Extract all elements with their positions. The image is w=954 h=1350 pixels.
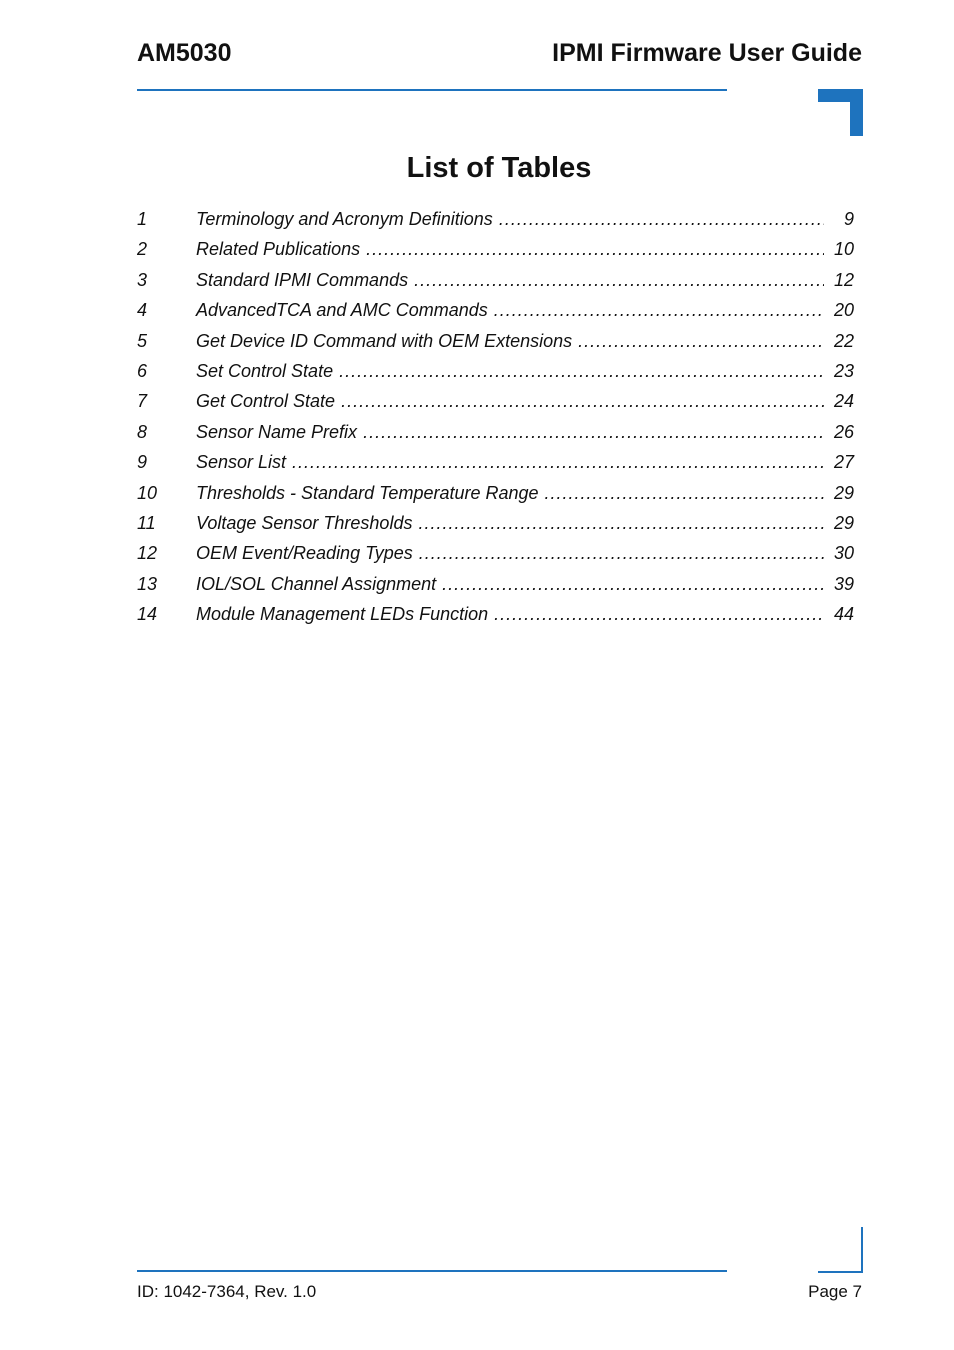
toc-dot-leader	[419, 538, 824, 568]
toc-entry-number: 6	[137, 360, 148, 381]
toc-entry-label: Get Control State	[196, 391, 336, 412]
toc-dot-leader	[494, 295, 824, 325]
toc-entry-label: Terminology and Acronym Definitions	[196, 209, 493, 229]
toc-entry-label: Get Device ID Command with OEM Extensions	[196, 330, 573, 351]
toc-entry-page: 20	[833, 300, 854, 321]
toc-entry-number: 12	[137, 543, 158, 564]
footer-corner-mark	[818, 1227, 863, 1273]
toc-entry-number: 11	[137, 512, 156, 533]
toc-entry-label: Standard IPMI Commands	[196, 269, 409, 290]
toc-entry-page: 22	[833, 330, 854, 351]
toc-entry-page: 9	[843, 209, 854, 229]
toc-dot-leader	[499, 204, 824, 234]
toc-entry-label: Module Management LEDs Function	[196, 604, 489, 625]
toc-entry[interactable]	[137, 417, 854, 447]
toc-entry-label: Thresholds - Standard Temperature Range	[196, 482, 539, 503]
toc-entry[interactable]	[137, 569, 854, 599]
corner-mark-vertical	[861, 1227, 863, 1273]
toc-entry-number: 10	[137, 482, 158, 503]
toc-entry[interactable]	[137, 386, 854, 416]
toc-entry-page: 24	[833, 391, 854, 412]
toc-entry-page: 30	[833, 543, 854, 564]
header-guide-title: IPMI Firmware User Guide	[552, 39, 862, 67]
footer-rule	[137, 1270, 727, 1272]
toc-entry-number: 1	[137, 209, 148, 229]
toc-entry[interactable]	[137, 599, 854, 629]
toc-entry-number: 4	[137, 300, 148, 321]
toc-entry-label: OEM Event/Reading Types	[196, 543, 413, 564]
footer-page-number: Page 7	[808, 1282, 862, 1301]
toc-dot-leader	[545, 478, 824, 508]
toc-entry-label: Sensor Name Prefix	[196, 421, 358, 442]
toc-entry-number: 8	[137, 421, 148, 442]
toc-entry-page: 27	[833, 452, 854, 473]
toc-entry[interactable]	[137, 295, 854, 325]
toc-entry-number: 2	[137, 239, 148, 260]
toc-entry-page: 12	[833, 269, 854, 290]
toc-entry[interactable]	[137, 234, 854, 264]
header-product: AM5030	[137, 39, 232, 67]
toc-entry[interactable]	[137, 265, 854, 295]
toc-entry[interactable]	[137, 326, 854, 356]
toc-entry-page: 29	[833, 482, 854, 503]
corner-mark-vertical	[850, 89, 863, 136]
toc-entry-label: AdvancedTCA and AMC Commands	[196, 300, 488, 321]
toc-entry[interactable]	[137, 478, 854, 508]
toc-entry-page: 29	[833, 512, 854, 533]
toc-entry-label: Set Control State	[196, 360, 334, 381]
toc-entry-number: 7	[137, 391, 148, 412]
toc-dot-leader	[418, 508, 824, 538]
toc-entry-label: Sensor List	[196, 452, 287, 473]
toc-entry-page: 10	[833, 239, 854, 260]
toc-dot-leader	[494, 599, 824, 629]
toc-entry[interactable]	[137, 204, 854, 234]
toc-dot-leader	[366, 234, 824, 264]
toc-entry[interactable]	[137, 356, 854, 386]
toc-entry-number: 3	[137, 269, 148, 290]
toc-dot-leader	[442, 569, 824, 599]
toc-entry-number: 13	[137, 573, 158, 594]
toc-entry[interactable]	[137, 538, 854, 568]
toc-dot-leader	[578, 326, 824, 356]
header-rule	[137, 89, 727, 91]
toc-entry-label: Voltage Sensor Thresholds	[196, 512, 413, 533]
toc-entry-page: 23	[833, 360, 854, 381]
header-corner-mark	[818, 89, 863, 136]
toc-entry-page: 44	[833, 604, 854, 625]
toc-entry-page: 39	[833, 573, 854, 594]
toc-entry-label: IOL/SOL Channel Assignment	[196, 573, 437, 594]
toc-dot-leader	[341, 386, 824, 416]
toc-entry[interactable]	[137, 447, 854, 477]
toc-entry-number: 14	[137, 604, 158, 625]
toc-entry-label: Related Publications	[196, 239, 361, 260]
toc-entry[interactable]	[137, 508, 854, 538]
list-of-tables	[137, 204, 854, 629]
toc-entry-number: 9	[137, 452, 148, 473]
corner-mark-horizontal	[818, 1271, 863, 1273]
toc-dot-leader	[363, 417, 824, 447]
toc-dot-leader	[339, 356, 824, 386]
page-title: List of Tables	[406, 152, 592, 184]
footer-doc-id: ID: 1042-7364, Rev. 1.0	[137, 1282, 317, 1301]
toc-dot-leader	[414, 265, 824, 295]
toc-dot-leader	[292, 447, 824, 477]
toc-entry-page: 26	[833, 421, 854, 442]
toc-entry-number: 5	[137, 330, 148, 351]
